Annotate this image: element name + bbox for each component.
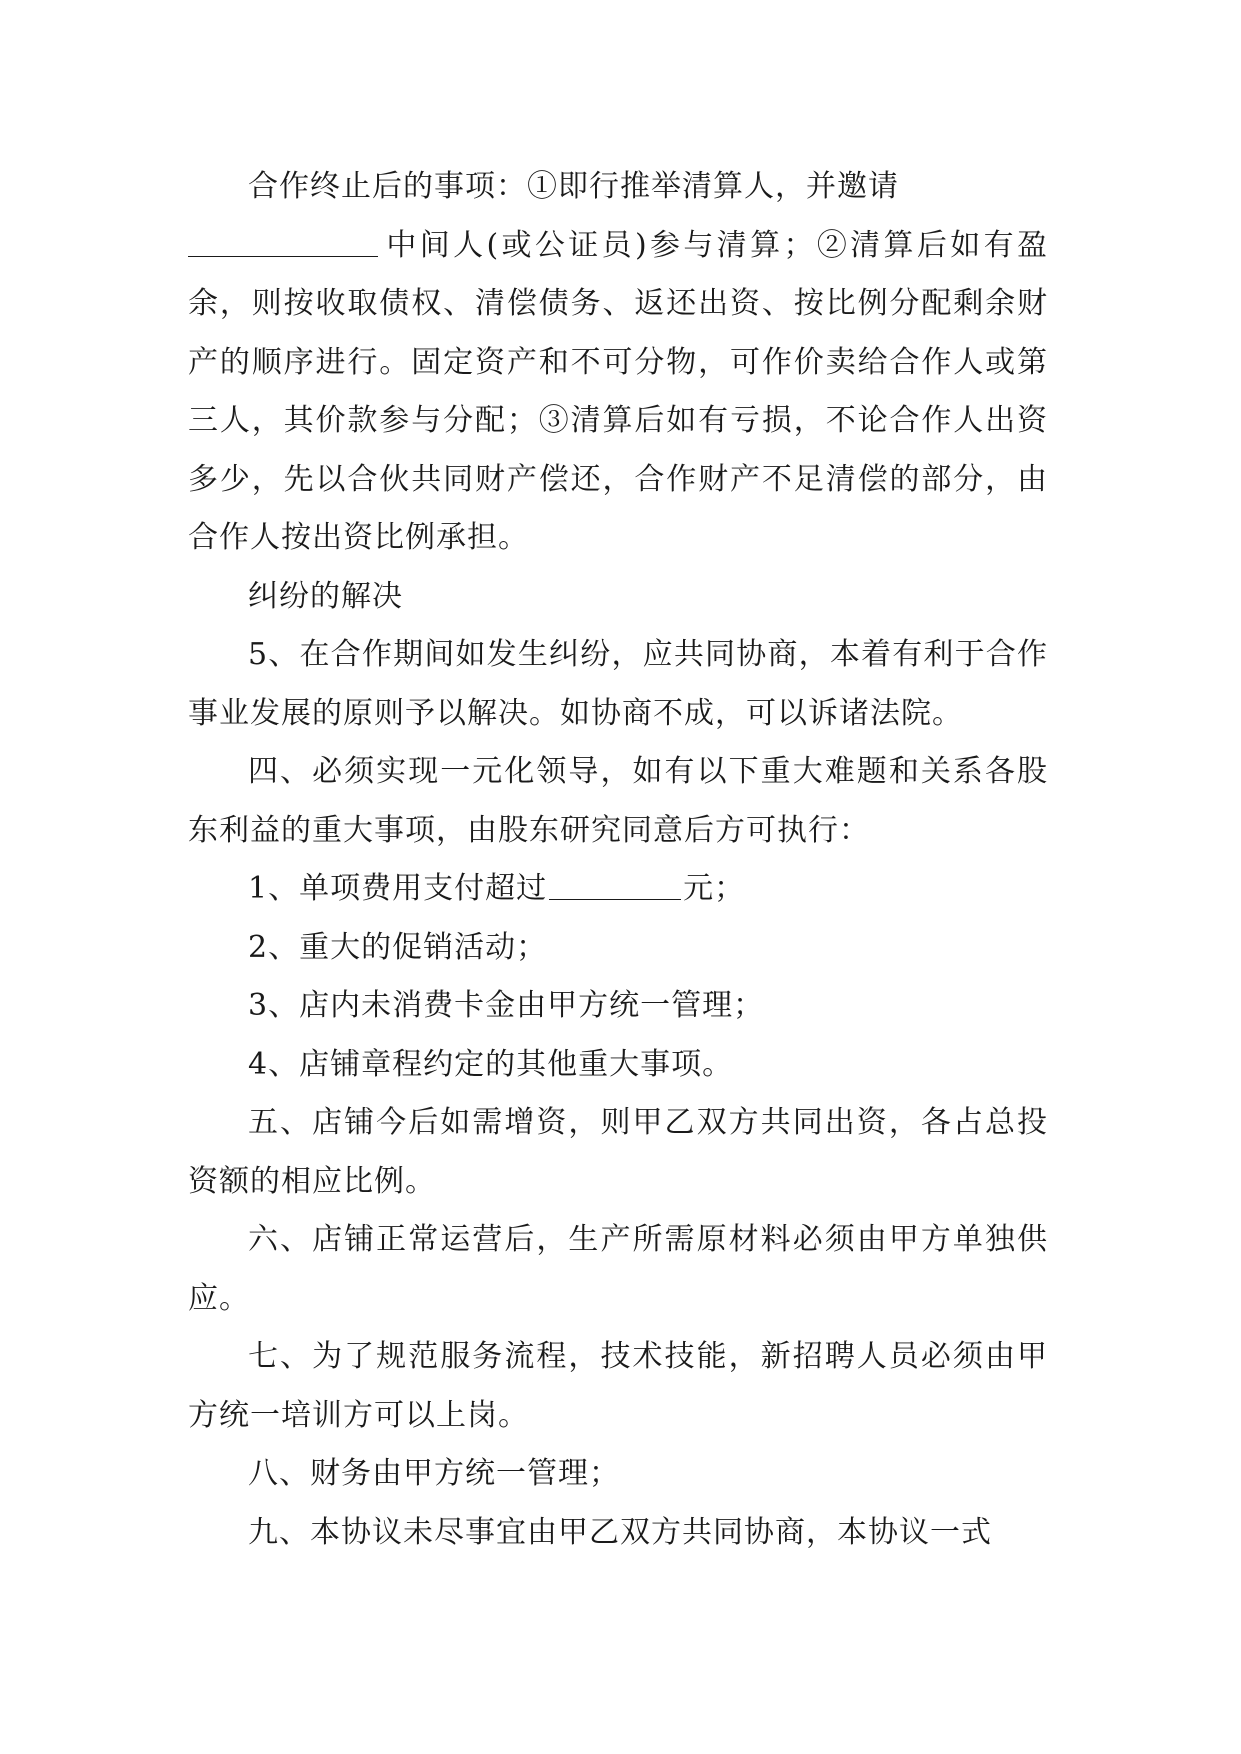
section-heading-dispute: 纠纷的解决: [248, 578, 403, 614]
expense-limit-text: 1、单项费用支付超过: [248, 871, 548, 906]
paragraph-unified-leadership: 四、必须实现一元化领导，如有以下重大难题和关系各股东利益的重大事项，由股东研究同意后方可执行：: [188, 754, 1048, 848]
amount-blank-line: [549, 869, 681, 900]
list-item-promotions: 2、重大的促销活动；: [248, 929, 548, 965]
list-item-other-matters: 4、店铺章程约定的其他重大事项。: [248, 1046, 734, 1082]
paragraph-dispute-resolution: 5、在合作期间如发生纠纷，应共同协商，本着有利于合作事业发展的原则予以解决。如协商不成，可以诉诸法院。: [188, 637, 1048, 731]
paragraph-staff-training: 七、为了规范服务流程，技术技能，新招聘人员必须由甲方统一培训方可以上岗。: [188, 1339, 1048, 1433]
list-item-expense-limit: [188, 860, 1048, 919]
paragraph-termination-matters: [188, 158, 1048, 568]
document-body: [188, 158, 1048, 1562]
paragraph-raw-materials: 六、店铺正常运营后，生产所需原材料必须由甲方单独供应。: [188, 1222, 1048, 1316]
paragraph-capital-increase: 五、店铺今后如需增资，则甲乙双方共同出资，各占总投资额的相应比例。: [188, 1105, 1048, 1199]
termination-text-start: 合作终止后的事项：①即行推举清算人，并邀请: [248, 169, 899, 204]
paragraph-other-matters: 九、本协议未尽事宜由甲乙双方共同协商，本协议一式: [248, 1514, 992, 1550]
paragraph-finance-management: 八、财务由甲方统一管理；: [248, 1456, 620, 1491]
termination-text-rest: 中间人(或公证员)参与清算；②清算后如有盈余，则按收取债权、清偿债务、返还出资、按比例分配剩余财产的顺序进行。固定资产和不可分物，可作价卖给合作人或第三人，其价款参与分配；③清算后如有亏损，不论合作人出资多少，先以合伙共同财产偿还，合作财产不足清偿的部分，由合作人按出资比例承担。: [188, 227, 1048, 555]
list-item-card-funds: 3、店内未消费卡金由甲方统一管理；: [248, 988, 765, 1023]
intermediary-blank-line: [188, 226, 378, 257]
expense-limit-unit: 元；: [683, 871, 746, 906]
